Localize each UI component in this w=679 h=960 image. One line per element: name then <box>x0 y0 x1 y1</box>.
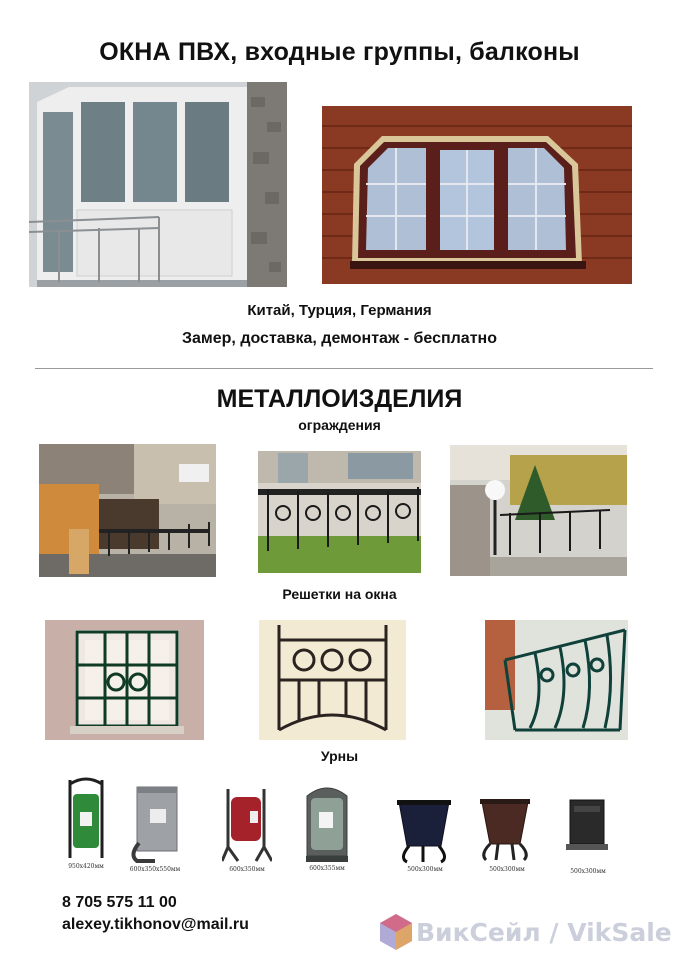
section-divider <box>35 368 653 369</box>
bin-4 <box>302 784 352 864</box>
grill-photo-2 <box>259 620 406 740</box>
watermark-text: ВикСейл / VikSale <box>416 918 672 947</box>
contact-phone[interactable]: 8 705 575 11 00 <box>62 894 177 911</box>
fence-photo-street <box>39 444 216 577</box>
fences-label: ограждения <box>298 417 381 433</box>
balcony-photo <box>29 82 287 287</box>
grills-label: Решетки на окна <box>282 586 397 602</box>
bin-2 <box>127 783 183 865</box>
metal-title: МЕТАЛЛОИЗДЕЛИЯ <box>216 385 463 413</box>
bin-4-size: 600х355мм <box>309 865 345 872</box>
bin-3-size: 600х350мм <box>229 866 265 873</box>
services-text: Замер, доставка, демонтаж - бесплатно <box>182 330 497 347</box>
grill-photo-3 <box>485 620 628 740</box>
bin-6 <box>478 796 532 864</box>
bin-1 <box>65 776 107 862</box>
watermark <box>376 912 676 952</box>
bin-2-size: 600х350х550мм <box>129 866 181 873</box>
bin-5-size: 500х300мм <box>407 866 443 873</box>
bin-5 <box>395 796 453 866</box>
bin-3 <box>222 787 272 865</box>
viksale-logo-icon <box>376 912 416 952</box>
bins-label: Урны <box>320 748 359 764</box>
fence-photo-building <box>258 451 421 573</box>
grill-photo-1 <box>45 620 204 740</box>
bin-6-size: 500х300мм <box>489 866 525 873</box>
wooden-window-photo <box>322 106 632 284</box>
windows-title: ОКНА ПВХ, входные группы, балконы <box>99 38 580 66</box>
fence-photo-park <box>450 445 627 576</box>
bin-7 <box>564 798 610 856</box>
bin-7-size: 500х300мм <box>570 868 606 875</box>
contact-email[interactable]: alexey.tikhonov@mail.ru <box>62 916 249 933</box>
bin-1-size: 950х420мм <box>68 863 104 870</box>
origins-text: Китай, Турция, Германия <box>247 302 432 319</box>
